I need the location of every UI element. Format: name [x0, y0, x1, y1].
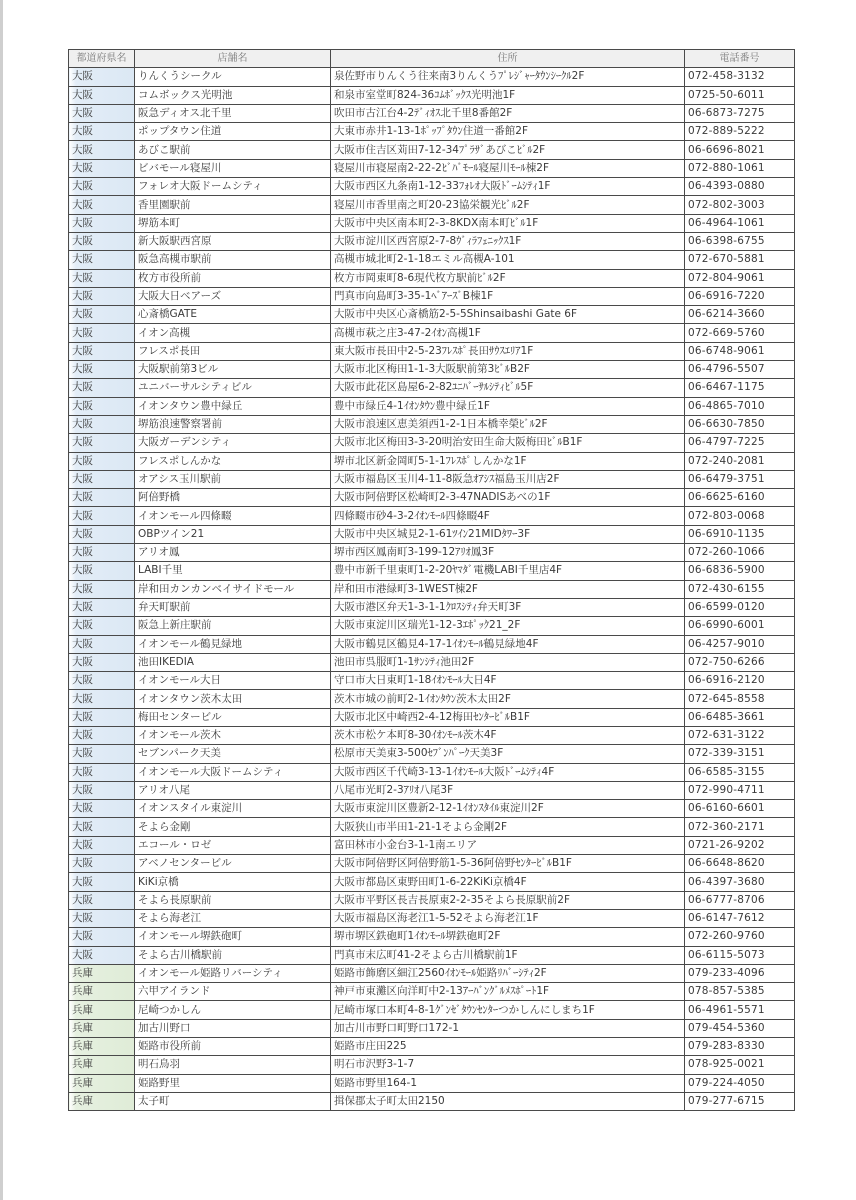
cell-prefecture: 大阪	[69, 928, 135, 946]
table-row	[69, 781, 795, 799]
cell-store-name: KiKi京橋	[135, 873, 331, 891]
cell-store-name: 大阪ガーデンシティ	[135, 434, 331, 452]
cell-prefecture: 兵庫	[69, 1092, 135, 1110]
table-row	[69, 690, 795, 708]
cell-phone: 078-857-5385	[685, 983, 795, 1001]
cell-phone: 072-803-0068	[685, 507, 795, 525]
table-row	[69, 708, 795, 726]
cell-prefecture: 大阪	[69, 232, 135, 250]
cell-address: 寝屋川市寝屋南2-22-2ﾋﾞﾊﾞﾓｰﾙ寝屋川ﾓｰﾙ棟2F	[331, 159, 685, 177]
cell-prefecture: 大阪	[69, 544, 135, 562]
cell-prefecture: 兵庫	[69, 964, 135, 982]
cell-prefecture: 大阪	[69, 781, 135, 799]
cell-prefecture: 兵庫	[69, 1056, 135, 1074]
cell-address: 大阪市中央区心斎橋筋2-5-5Shinsaibashi Gate 6F	[331, 306, 685, 324]
cell-prefecture: 大阪	[69, 123, 135, 141]
cell-address: 堺市北区新金岡町5-1-1ﾌﾚｽﾎﾟしんかな1F	[331, 452, 685, 470]
cell-address: 豊中市新千里東町1-2-20ﾔﾏﾀﾞ電機LABI千里店4F	[331, 562, 685, 580]
cell-store-name: イオンモール四條畷	[135, 507, 331, 525]
cell-phone: 06-6777-8706	[685, 891, 795, 909]
cell-store-name: 阿倍野橋	[135, 489, 331, 507]
cell-address: 大阪市浪速区恵美須西1-2-1日本橋幸榮ﾋﾞﾙ2F	[331, 415, 685, 433]
table-row	[69, 489, 795, 507]
cell-store-name: 大阪大日ベアーズ	[135, 287, 331, 305]
cell-phone: 06-4797-7225	[685, 434, 795, 452]
cell-store-name: 弁天町駅前	[135, 598, 331, 616]
cell-phone: 072-430-6155	[685, 580, 795, 598]
header-prefecture: 都道府県名	[69, 50, 135, 68]
cell-phone: 06-4257-9010	[685, 635, 795, 653]
cell-store-name: りんくうシークル	[135, 68, 331, 86]
table-row	[69, 1019, 795, 1037]
cell-store-name: 大阪駅前第3ビル	[135, 361, 331, 379]
cell-address: 大阪市東淀川区瑞光1-12-3ｴﾎﾟｯｸ21_2F	[331, 617, 685, 635]
cell-phone: 072-804-9061	[685, 269, 795, 287]
cell-store-name: 岸和田カンカンベイサイドモール	[135, 580, 331, 598]
cell-prefecture: 大阪	[69, 598, 135, 616]
table-row	[69, 68, 795, 86]
table-row	[69, 86, 795, 104]
table-row	[69, 1092, 795, 1110]
cell-store-name: OBPツイン21	[135, 525, 331, 543]
cell-phone: 06-4796-5507	[685, 361, 795, 379]
cell-prefecture: 大阪	[69, 269, 135, 287]
table-row	[69, 800, 795, 818]
cell-address: 大阪市住吉区苅田7-12-34ﾌﾟﾗｻﾞあびこﾋﾞﾙ2F	[331, 141, 685, 159]
cell-phone: 06-6748-9061	[685, 342, 795, 360]
cell-prefecture: 兵庫	[69, 1019, 135, 1037]
cell-prefecture: 大阪	[69, 708, 135, 726]
cell-address: 大阪市都島区東野田町1-6-22KiKi京橋4F	[331, 873, 685, 891]
cell-store-name: 枚方市役所前	[135, 269, 331, 287]
table-row	[69, 983, 795, 1001]
cell-store-name: 六甲アイランド	[135, 983, 331, 1001]
header-phone: 電話番号	[685, 50, 795, 68]
cell-address: 大阪市阿倍野区松崎町2-3-47NADISあべの1F	[331, 489, 685, 507]
cell-store-name: イオン高槻	[135, 324, 331, 342]
table-row	[69, 836, 795, 854]
cell-phone: 072-670-5881	[685, 251, 795, 269]
cell-prefecture: 大阪	[69, 470, 135, 488]
cell-address: 門真市末広町41-2そよら古川橋駅前1F	[331, 946, 685, 964]
cell-address: 高槻市萩之庄3-47-2ｲｵﾝ高槻1F	[331, 324, 685, 342]
cell-address: 大阪市東淀川区豊新2-12-1ｲｵﾝｽﾀｲﾙ東淀川2F	[331, 800, 685, 818]
cell-phone: 06-6873-7275	[685, 104, 795, 122]
cell-phone: 072-750-6266	[685, 653, 795, 671]
cell-prefecture: 大阪	[69, 379, 135, 397]
cell-address: 大阪市北区梅田1-1-3大阪駅前第3ﾋﾞﾙB2F	[331, 361, 685, 379]
table-row	[69, 928, 795, 946]
table-row	[69, 855, 795, 873]
cell-phone: 079-283-8330	[685, 1038, 795, 1056]
cell-store-name: 新大阪駅西宮原	[135, 232, 331, 250]
header-store-name: 店舗名	[135, 50, 331, 68]
cell-address: 揖保郡太子町太田2150	[331, 1092, 685, 1110]
cell-address: 東大阪市長田中2-5-23ﾌﾚｽﾎﾟ長田ｻｳｽｴﾘｱ1F	[331, 342, 685, 360]
cell-address: 豊中市緑丘4-1ｲｵﾝﾀｳﾝ豊中緑丘1F	[331, 397, 685, 415]
cell-store-name: アベノセンタービル	[135, 855, 331, 873]
cell-phone: 072-669-5760	[685, 324, 795, 342]
cell-phone: 06-6115-5073	[685, 946, 795, 964]
cell-address: 大阪市西区千代崎3-13-1ｲｵﾝﾓｰﾙ大阪ﾄﾞｰﾑｼﾃｨ4F	[331, 763, 685, 781]
table-row	[69, 873, 795, 891]
cell-phone: 06-6910-1135	[685, 525, 795, 543]
cell-store-name: イオンモール大日	[135, 672, 331, 690]
cell-phone: 06-6836-5900	[685, 562, 795, 580]
cell-store-name: 明石鳥羽	[135, 1056, 331, 1074]
cell-phone: 06-6696-8021	[685, 141, 795, 159]
cell-address: 和泉市室堂町824-36ｺﾑﾎﾞｯｸｽ光明池1F	[331, 86, 685, 104]
cell-phone: 078-925-0021	[685, 1056, 795, 1074]
cell-store-name: ポップタウン住道	[135, 123, 331, 141]
table-row	[69, 141, 795, 159]
cell-address: 大阪市中央区南本町2-3-8KDX南本町ﾋﾞﾙ1F	[331, 214, 685, 232]
cell-phone: 06-4865-7010	[685, 397, 795, 415]
cell-address: 大阪市中央区城見2-1-61ﾂｲﾝ21MIDﾀﾜｰ3F	[331, 525, 685, 543]
table-row	[69, 946, 795, 964]
cell-prefecture: 大阪	[69, 763, 135, 781]
table-row	[69, 104, 795, 122]
cell-prefecture: 大阪	[69, 196, 135, 214]
cell-store-name: 加古川野口	[135, 1019, 331, 1037]
cell-phone: 06-6214-3660	[685, 306, 795, 324]
cell-address: 四條畷市砂4-3-2ｲｵﾝﾓｰﾙ四條畷4F	[331, 507, 685, 525]
cell-phone: 06-4961-5571	[685, 1001, 795, 1019]
cell-prefecture: 大阪	[69, 104, 135, 122]
cell-prefecture: 大阪	[69, 690, 135, 708]
table-row	[69, 635, 795, 653]
cell-phone: 06-6916-7220	[685, 287, 795, 305]
table-row	[69, 306, 795, 324]
cell-phone: 072-990-4711	[685, 781, 795, 799]
cell-phone: 079-277-6715	[685, 1092, 795, 1110]
table-header-row	[69, 50, 795, 68]
cell-store-name: そよら古川橋駅前	[135, 946, 331, 964]
cell-prefecture: 大阪	[69, 287, 135, 305]
cell-store-name: イオンタウン豊中緑丘	[135, 397, 331, 415]
cell-prefecture: 大阪	[69, 946, 135, 964]
cell-prefecture: 兵庫	[69, 1001, 135, 1019]
cell-phone: 0721-26-9202	[685, 836, 795, 854]
cell-phone: 06-6398-6755	[685, 232, 795, 250]
table-row	[69, 672, 795, 690]
cell-address: 大阪市阿倍野区阿倍野筋1-5-36阿倍野ｾﾝﾀｰﾋﾞﾙB1F	[331, 855, 685, 873]
cell-store-name: イオンモール姫路リバーシティ	[135, 964, 331, 982]
cell-prefecture: 大阪	[69, 178, 135, 196]
cell-phone: 072-802-3003	[685, 196, 795, 214]
cell-prefecture: 大阪	[69, 86, 135, 104]
cell-store-name: 阪急上新庄駅前	[135, 617, 331, 635]
cell-phone: 072-240-2081	[685, 452, 795, 470]
table-row	[69, 269, 795, 287]
cell-address: 大阪狭山市半田1-21-1そよら金剛2F	[331, 818, 685, 836]
cell-prefecture: 大阪	[69, 653, 135, 671]
cell-address: 神戸市東灘区向洋町中2-13ｱｰﾊﾞﾝｸﾞﾙﾒｽﾎﾟｰﾄ1F	[331, 983, 685, 1001]
cell-address: 吹田市古江台4-2ﾃﾞｨｵｽ北千里8番館2F	[331, 104, 685, 122]
cell-address: 門真市向島町3-35-1ﾍﾞｱｰｽﾞB棟1F	[331, 287, 685, 305]
cell-address: 岸和田市港緑町3-1WEST棟2F	[331, 580, 685, 598]
table-row	[69, 580, 795, 598]
page-edge	[0, 0, 3, 1200]
cell-store-name: オアシス玉川駅前	[135, 470, 331, 488]
cell-store-name: 太子町	[135, 1092, 331, 1110]
table-body	[69, 68, 795, 1111]
cell-store-name: 姫路市役所前	[135, 1038, 331, 1056]
table-row	[69, 891, 795, 909]
cell-address: 富田林市小金台3-1-1南エリア	[331, 836, 685, 854]
cell-phone: 072-360-2171	[685, 818, 795, 836]
cell-address: 大阪市福島区海老江1-5-52そよら海老江1F	[331, 909, 685, 927]
cell-address: 大阪市西区九条南1-12-33ﾌｫﾚｵ大阪ﾄﾞｰﾑｼﾃｨ1F	[331, 178, 685, 196]
cell-address: 寝屋川市香里南之町20-23協栄観光ﾋﾞﾙ2F	[331, 196, 685, 214]
cell-prefecture: 兵庫	[69, 1038, 135, 1056]
cell-phone: 06-6467-1175	[685, 379, 795, 397]
cell-phone: 06-6485-3661	[685, 708, 795, 726]
cell-store-name: 堺筋本町	[135, 214, 331, 232]
table-row	[69, 232, 795, 250]
cell-address: 池田市呉服町1-1ｻﾝｼﾃｨ池田2F	[331, 653, 685, 671]
table-row	[69, 507, 795, 525]
table-row	[69, 617, 795, 635]
table-row	[69, 452, 795, 470]
cell-phone: 072-458-3132	[685, 68, 795, 86]
header-address: 住所	[331, 50, 685, 68]
cell-store-name: そよら海老江	[135, 909, 331, 927]
cell-prefecture: 大阪	[69, 525, 135, 543]
cell-prefecture: 大阪	[69, 342, 135, 360]
cell-prefecture: 大阪	[69, 68, 135, 86]
cell-store-name: イオンスタイル東淀川	[135, 800, 331, 818]
cell-prefecture: 兵庫	[69, 983, 135, 1001]
cell-prefecture: 大阪	[69, 635, 135, 653]
cell-store-name: イオンモール堺鉄砲町	[135, 928, 331, 946]
cell-store-name: 香里園駅前	[135, 196, 331, 214]
cell-address: 枚方市岡東町8-6現代枚方駅前ﾋﾞﾙ2F	[331, 269, 685, 287]
cell-store-name: エコール・ロゼ	[135, 836, 331, 854]
cell-address: 堺市西区鳳南町3-199-12ｱﾘｵ鳳3F	[331, 544, 685, 562]
cell-prefecture: 大阪	[69, 214, 135, 232]
cell-prefecture: 大阪	[69, 397, 135, 415]
cell-address: 加古川市野口町野口172-1	[331, 1019, 685, 1037]
cell-store-name: イオンモール大阪ドームシティ	[135, 763, 331, 781]
cell-phone: 079-454-5360	[685, 1019, 795, 1037]
cell-prefecture: 大阪	[69, 507, 135, 525]
cell-phone: 072-645-8558	[685, 690, 795, 708]
cell-phone: 079-224-4050	[685, 1074, 795, 1092]
table-row	[69, 1038, 795, 1056]
cell-phone: 06-6160-6601	[685, 800, 795, 818]
cell-address: 姫路市庄田225	[331, 1038, 685, 1056]
table-row	[69, 745, 795, 763]
cell-address: 大阪市鶴見区鶴見4-17-1ｲｵﾝﾓｰﾙ鶴見緑地4F	[331, 635, 685, 653]
cell-store-name: 姫路野里	[135, 1074, 331, 1092]
table-row	[69, 726, 795, 744]
cell-address: 堺市堺区鉄砲町1ｲｵﾝﾓｰﾙ堺鉄砲町2F	[331, 928, 685, 946]
cell-prefecture: 大阪	[69, 891, 135, 909]
cell-store-name: フォレオ大阪ドームシティ	[135, 178, 331, 196]
table-row	[69, 196, 795, 214]
cell-store-name: 堺筋浪速警察署前	[135, 415, 331, 433]
cell-address: 大阪市福島区玉川4-11-8阪急ｵｱｼｽ福島玉川店2F	[331, 470, 685, 488]
cell-store-name: 梅田センタービル	[135, 708, 331, 726]
table-row	[69, 964, 795, 982]
cell-prefecture: 大阪	[69, 873, 135, 891]
table-row	[69, 470, 795, 488]
cell-store-name: 池田IKEDIA	[135, 653, 331, 671]
table-row	[69, 361, 795, 379]
cell-phone: 06-4964-1061	[685, 214, 795, 232]
cell-prefecture: 大阪	[69, 855, 135, 873]
cell-address: 大阪市此花区島屋6-2-82ﾕﾆﾊﾞｰｻﾙｼﾃｨﾋﾞﾙ5F	[331, 379, 685, 397]
table-row	[69, 324, 795, 342]
cell-prefecture: 大阪	[69, 836, 135, 854]
table-row	[69, 562, 795, 580]
table-row	[69, 178, 795, 196]
cell-prefecture: 大阪	[69, 818, 135, 836]
table-row	[69, 818, 795, 836]
table-row	[69, 434, 795, 452]
cell-phone: 079-233-4096	[685, 964, 795, 982]
table-row	[69, 909, 795, 927]
cell-phone: 06-6625-6160	[685, 489, 795, 507]
cell-phone: 072-631-3122	[685, 726, 795, 744]
table-row	[69, 525, 795, 543]
cell-store-name: フレスポしんかな	[135, 452, 331, 470]
cell-store-name: そよら長原駅前	[135, 891, 331, 909]
cell-store-name: 阪急高槻市駅前	[135, 251, 331, 269]
cell-store-name: ユニバーサルシティビル	[135, 379, 331, 397]
table-row	[69, 1056, 795, 1074]
table-row	[69, 214, 795, 232]
table-row	[69, 159, 795, 177]
cell-address: 守口市大日東町1-18ｲｵﾝﾓｰﾙ大日4F	[331, 672, 685, 690]
cell-prefecture: 大阪	[69, 909, 135, 927]
table-row	[69, 397, 795, 415]
cell-prefecture: 大阪	[69, 159, 135, 177]
table-row	[69, 415, 795, 433]
cell-prefecture: 兵庫	[69, 1074, 135, 1092]
table-row	[69, 342, 795, 360]
cell-address: 高槻市城北町2-1-18エミル高槻A-101	[331, 251, 685, 269]
cell-address: 茨木市城の前町2-1ｲｵﾝﾀｳﾝ茨木太田2F	[331, 690, 685, 708]
cell-phone: 06-6990-6001	[685, 617, 795, 635]
cell-prefecture: 大阪	[69, 141, 135, 159]
cell-prefecture: 大阪	[69, 361, 135, 379]
cell-store-name: LABI千里	[135, 562, 331, 580]
cell-phone: 06-4397-3680	[685, 873, 795, 891]
cell-address: 明石市沢野3-1-7	[331, 1056, 685, 1074]
cell-prefecture: 大阪	[69, 415, 135, 433]
cell-prefecture: 大阪	[69, 617, 135, 635]
cell-address: 姫路市野里164-1	[331, 1074, 685, 1092]
cell-address: 大阪市港区弁天1-3-1-1ｸﾛｽｼﾃｨ弁天町3F	[331, 598, 685, 616]
cell-phone: 072-889-5222	[685, 123, 795, 141]
cell-store-name: 心斎橋GATE	[135, 306, 331, 324]
cell-store-name: 阪急ディオス北千里	[135, 104, 331, 122]
cell-phone: 06-6630-7850	[685, 415, 795, 433]
cell-prefecture: 大阪	[69, 306, 135, 324]
cell-store-name: セブンパーク天美	[135, 745, 331, 763]
cell-address: 大阪市淀川区西宮原2-7-8ｳﾞｨﾗﾌｪﾆｯｸｽ1F	[331, 232, 685, 250]
cell-address: 八尾市光町2-3ｱﾘｵ八尾3F	[331, 781, 685, 799]
cell-prefecture: 大阪	[69, 800, 135, 818]
cell-prefecture: 大阪	[69, 434, 135, 452]
table-row	[69, 1074, 795, 1092]
cell-store-name: フレスポ長田	[135, 342, 331, 360]
table-row	[69, 251, 795, 269]
cell-prefecture: 大阪	[69, 745, 135, 763]
cell-address: 姫路市飾磨区細江2560ｲｵﾝﾓｰﾙ姫路ﾘﾊﾞｰｼﾃｨ2F	[331, 964, 685, 982]
cell-phone: 06-6916-2120	[685, 672, 795, 690]
cell-phone: 0725-50-6011	[685, 86, 795, 104]
cell-phone: 072-260-1066	[685, 544, 795, 562]
cell-store-name: イオンモール鶴見緑地	[135, 635, 331, 653]
cell-store-name: ビバモール寝屋川	[135, 159, 331, 177]
cell-phone: 06-6648-8620	[685, 855, 795, 873]
cell-address: 大東市赤井1-13-1ﾎﾟｯﾌﾟﾀｳﾝ住道一番館2F	[331, 123, 685, 141]
cell-store-name: アリオ鳳	[135, 544, 331, 562]
cell-phone: 06-6585-3155	[685, 763, 795, 781]
cell-prefecture: 大阪	[69, 580, 135, 598]
cell-prefecture: 大阪	[69, 324, 135, 342]
cell-prefecture: 大阪	[69, 251, 135, 269]
table-row	[69, 763, 795, 781]
cell-address: 大阪市北区中崎西2-4-12梅田ｾﾝﾀｰﾋﾞﾙB1F	[331, 708, 685, 726]
cell-prefecture: 大阪	[69, 489, 135, 507]
cell-phone: 072-260-9760	[685, 928, 795, 946]
cell-phone: 072-880-1061	[685, 159, 795, 177]
cell-store-name: イオンタウン茨木太田	[135, 690, 331, 708]
cell-prefecture: 大阪	[69, 452, 135, 470]
cell-address: 茨木市松ケ本町8-30ｲｵﾝﾓｰﾙ茨木4F	[331, 726, 685, 744]
cell-address: 尼崎市塚口本町4-8-1ｸﾞﾝｾﾞﾀｳﾝｾﾝﾀｰつかしんにしまち1F	[331, 1001, 685, 1019]
cell-address: 大阪市北区梅田3-3-20明治安田生命大阪梅田ﾋﾞﾙB1F	[331, 434, 685, 452]
cell-prefecture: 大阪	[69, 726, 135, 744]
cell-phone: 06-6599-0120	[685, 598, 795, 616]
table-row	[69, 544, 795, 562]
cell-address: 大阪市平野区長吉長原東2-2-35そよら長原駅前2F	[331, 891, 685, 909]
table-row	[69, 123, 795, 141]
cell-phone: 06-6147-7612	[685, 909, 795, 927]
cell-address: 泉佐野市りんくう往来南3りんくうﾌﾟﾚｼﾞｬｰﾀｳﾝｼｰｸﾙ2F	[331, 68, 685, 86]
cell-prefecture: 大阪	[69, 672, 135, 690]
table-row	[69, 379, 795, 397]
cell-address: 松原市天美東3-500ｾﾌﾞﾝﾊﾟｰｸ天美3F	[331, 745, 685, 763]
cell-store-name: あびこ駅前	[135, 141, 331, 159]
cell-store-name: アリオ八尾	[135, 781, 331, 799]
store-list-table	[68, 49, 795, 1111]
cell-store-name: そよら金剛	[135, 818, 331, 836]
table-row	[69, 287, 795, 305]
table-row	[69, 598, 795, 616]
cell-phone: 072-339-3151	[685, 745, 795, 763]
table-row	[69, 653, 795, 671]
cell-phone: 06-6479-3751	[685, 470, 795, 488]
cell-store-name: イオンモール茨木	[135, 726, 331, 744]
cell-store-name: コムボックス光明池	[135, 86, 331, 104]
cell-prefecture: 大阪	[69, 562, 135, 580]
cell-phone: 06-4393-0880	[685, 178, 795, 196]
cell-store-name: 尼崎つかしん	[135, 1001, 331, 1019]
table-row	[69, 1001, 795, 1019]
